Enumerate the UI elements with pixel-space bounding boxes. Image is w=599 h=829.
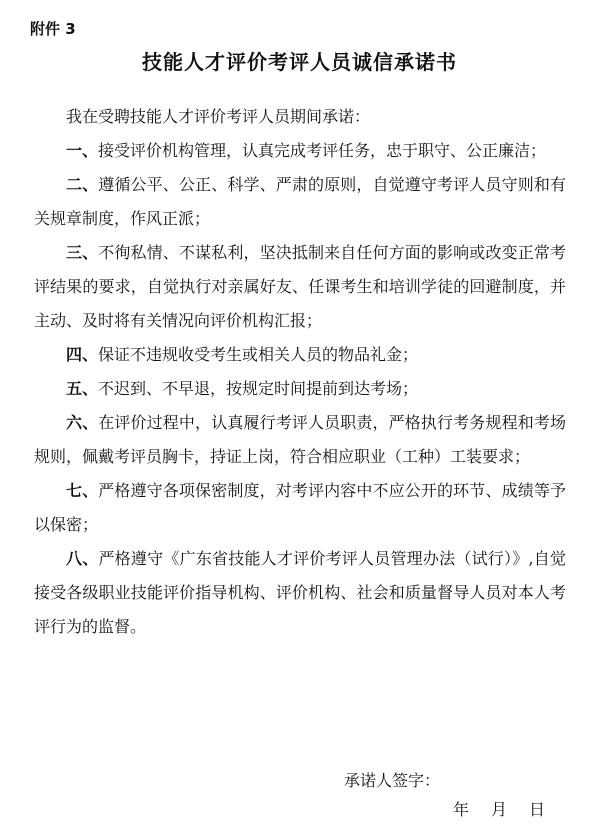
clause-number: 一、 xyxy=(66,141,99,160)
clause-text: 在评价过程中，认真履行考评人员职责，严格执行考务规程和考场规则，佩戴考评员胸卡，持证上岗，符合相应职业（工种）工装要求； xyxy=(34,413,566,466)
clause-number: 七、 xyxy=(66,481,99,500)
clause-5 xyxy=(34,372,566,406)
clause-text: 保证不违规收受考生或相关人员的物品礼金； xyxy=(98,345,419,364)
clause-6 xyxy=(34,406,566,474)
clause-text: 不徇私情、不谋私利，坚决抵制来自任何方面的影响或改变正常考评结果的要求，自觉执行对亲属好友、任课考生和培训学徒的回避制度，并主动、及时将有关情况向评价机构汇报； xyxy=(34,243,566,330)
clause-4 xyxy=(34,338,566,372)
signature-label: 承诺人签字： xyxy=(344,771,441,790)
clause-text: 遵循公平、公正、科学、严肃的原则，自觉遵守考评人员守则和有关规章制度，作风正派； xyxy=(34,175,566,228)
document-title: 技能人才评价考评人员诚信承诺书 xyxy=(142,50,457,74)
annex-label: 附件 3 xyxy=(30,20,76,38)
date-line xyxy=(453,797,545,820)
date-month: 月 xyxy=(491,800,508,819)
date-day: 日 xyxy=(529,800,546,819)
document-body xyxy=(34,100,566,644)
clause-number: 八、 xyxy=(66,549,99,568)
clause-text: 接受评价机构管理，认真完成考评任务，忠于职守、公正廉洁； xyxy=(98,141,547,160)
clause-text: 严格遵守各项保密制度，对考评内容中不应公开的环节、成绩等予以保密； xyxy=(34,481,566,534)
date-year: 年 xyxy=(453,800,470,819)
clause-number: 二、 xyxy=(66,175,99,194)
clause-7 xyxy=(34,474,566,542)
clause-8 xyxy=(34,542,566,644)
clause-2 xyxy=(34,168,566,236)
clause-3 xyxy=(34,236,566,338)
clause-1 xyxy=(34,134,566,168)
clause-number: 三、 xyxy=(66,243,99,262)
clause-text: 不迟到、不早退，按规定时间提前到达考场； xyxy=(98,379,419,398)
clause-text: 严格遵守《广东省技能人才评价考评人员管理办法（试行）》,自觉接受各级职业技能评价指导机构、评价机构、社会和质量督导人员对本人考评行为的监督。 xyxy=(34,549,566,636)
clause-number: 五、 xyxy=(66,379,99,398)
clause-number: 六、 xyxy=(66,413,99,432)
clause-number: 四、 xyxy=(66,345,99,364)
intro-paragraph: 我在受聘技能人才评价考评人员期间承诺： xyxy=(66,107,371,126)
